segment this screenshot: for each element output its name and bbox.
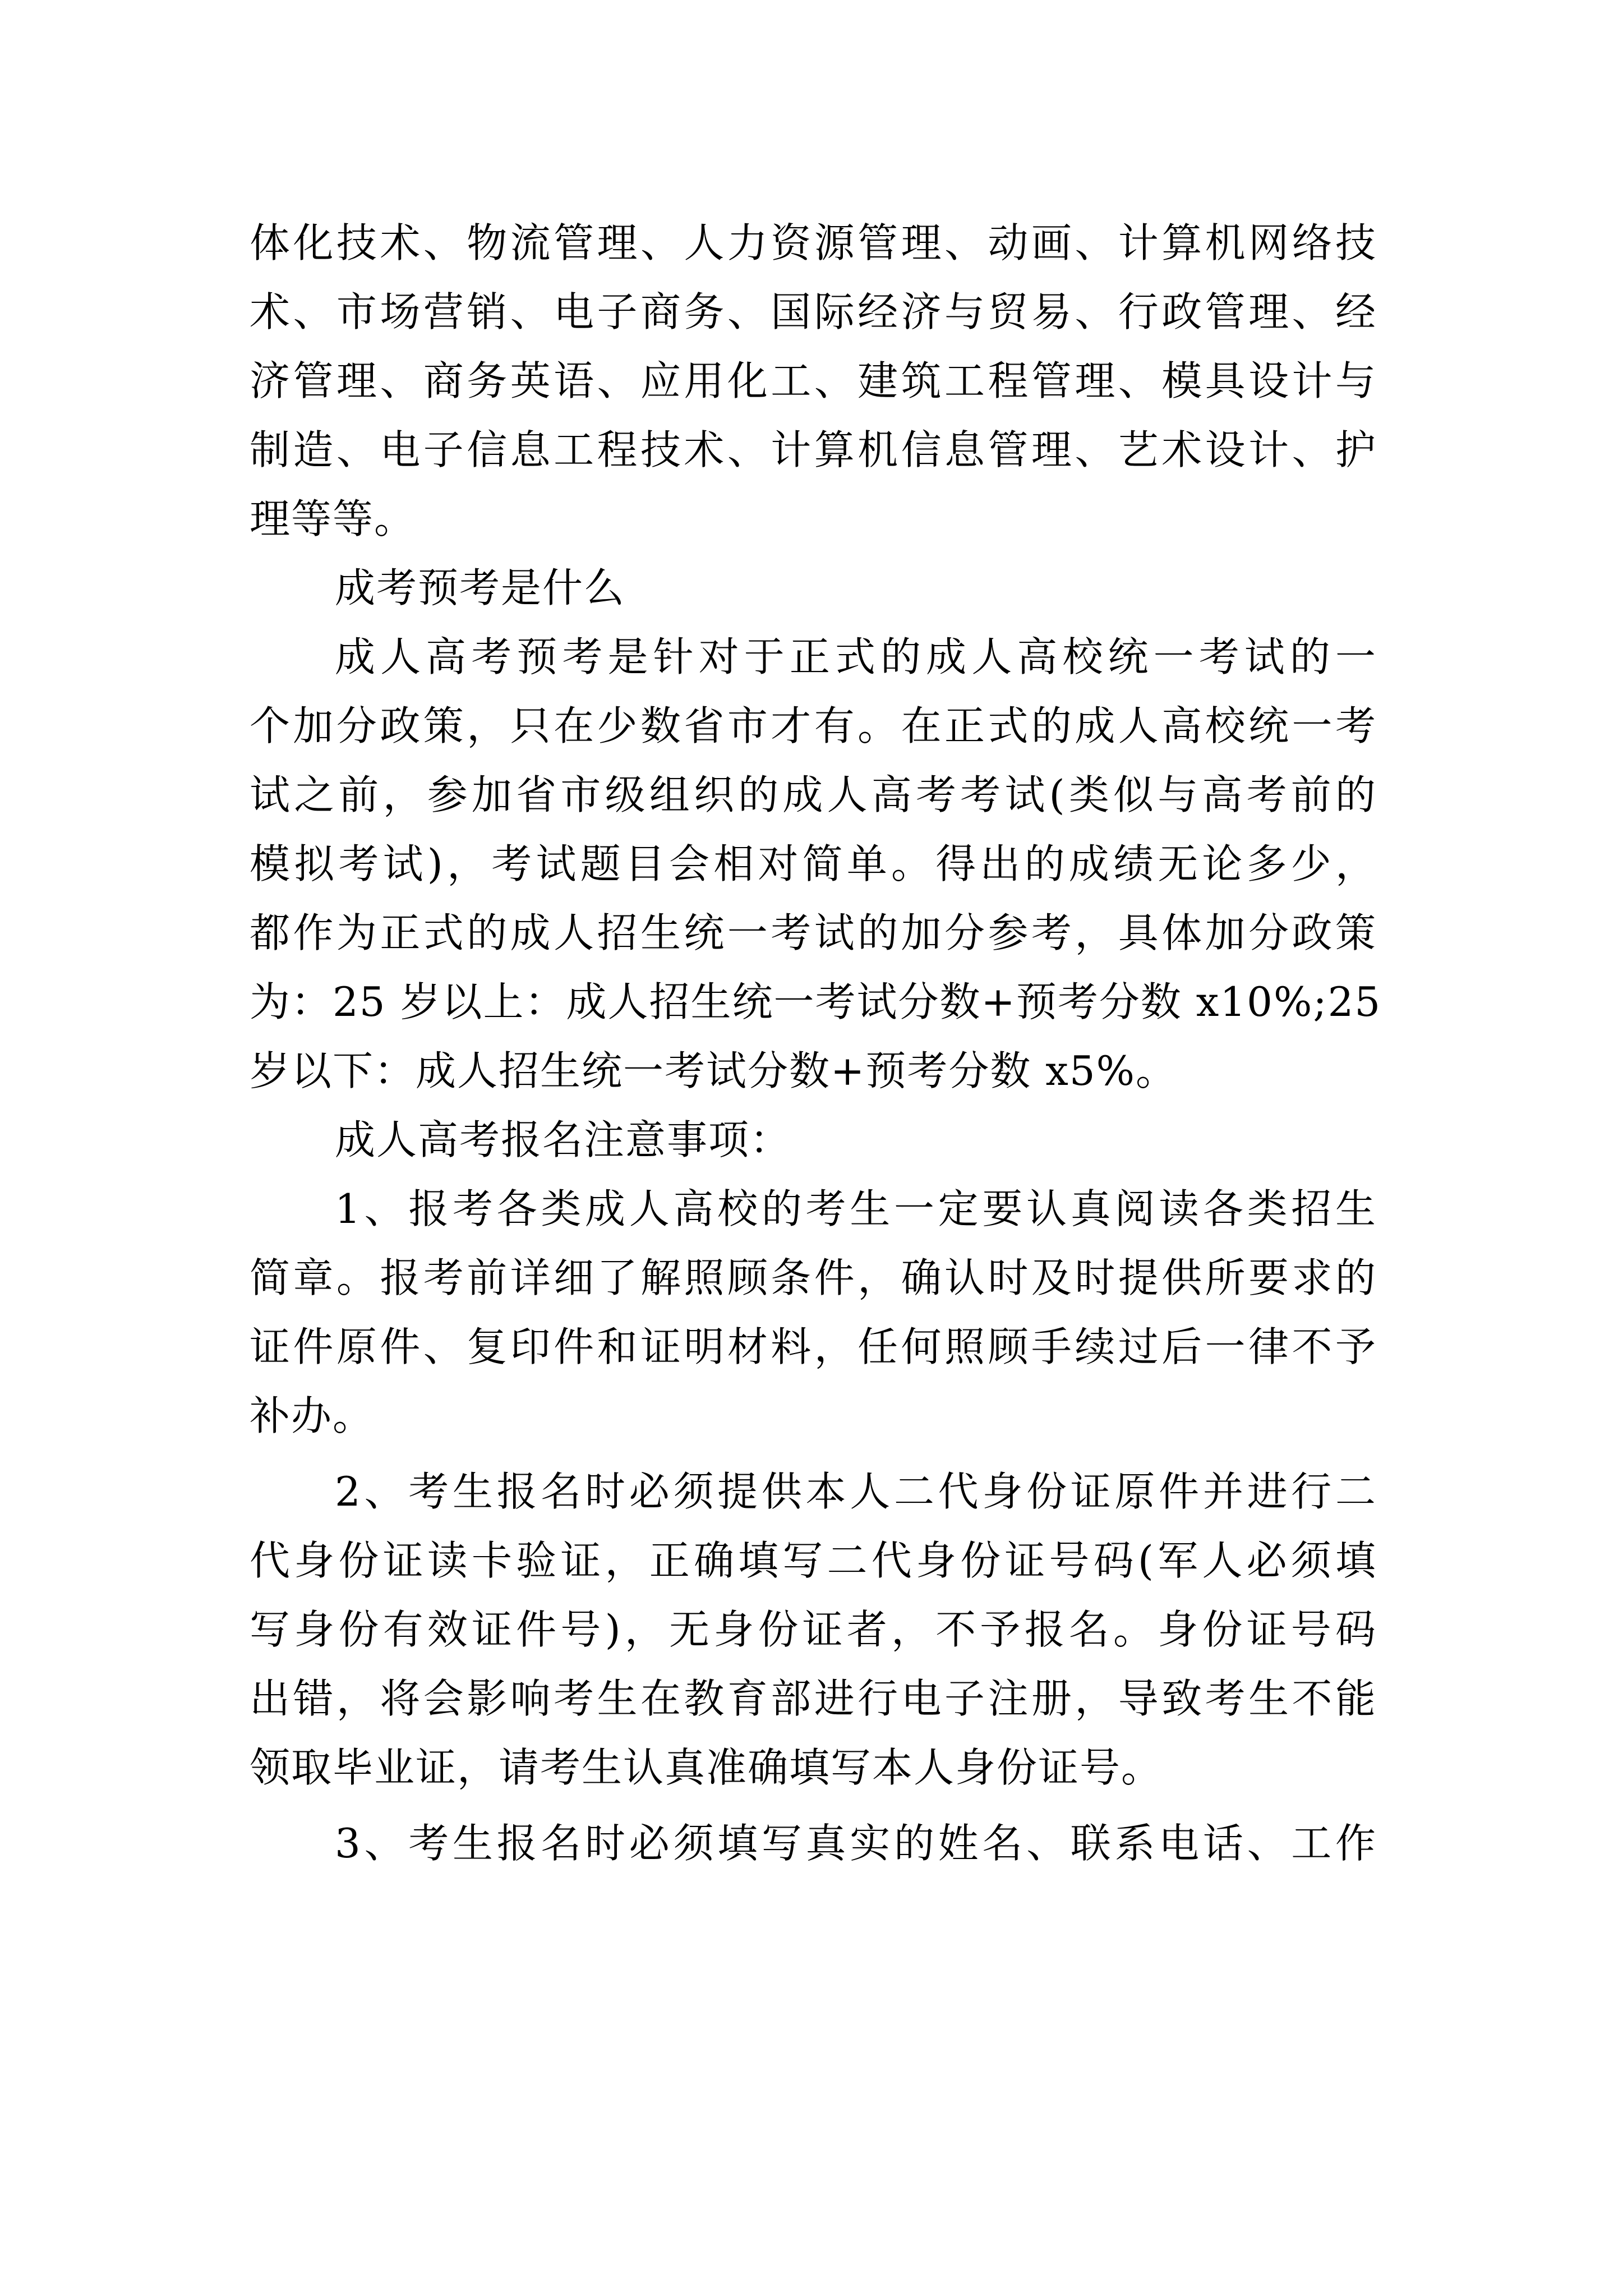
text-line: 理等等。 — [250, 495, 416, 542]
text-line: 试之前，参加省市级组织的成人高考考试(类似与高考前的 — [250, 771, 1377, 818]
text-line: 成考预考是什么 — [335, 564, 626, 611]
text-line: 出错，将会影响考生在教育部进行电子注册，导致考生不能 — [250, 1675, 1377, 1722]
text-line: 代身份证读卡验证，正确填写二代身份证号码(军人必须填 — [250, 1537, 1377, 1584]
text-line: 1、报考各类成人高校的考生一定要认真阅读各类招生 — [335, 1185, 1377, 1232]
text-line: 简章。报考前详细了解照顾条件，确认时及时提供所要求的 — [250, 1254, 1377, 1301]
text-line: 补办。 — [250, 1392, 375, 1439]
text-line: 制造、电子信息工程技术、计算机信息管理、艺术设计、护 — [250, 426, 1377, 473]
text-line: 模拟考试)，考试题目会相对简单。得出的成绩无论多少， — [250, 840, 1377, 887]
text-line: 3、考生报名时必须填写真实的姓名、联系电话、工作 — [335, 1820, 1377, 1867]
text-line: 证件原件、复印件和证明材料，任何照顾手续过后一律不予 — [250, 1323, 1377, 1370]
text-line: 个加分政策，只在少数省市才有。在正式的成人高校统一考 — [250, 702, 1377, 749]
text-line: 成人高考报名注意事项： — [335, 1116, 792, 1163]
text-line: 济管理、商务英语、应用化工、建筑工程管理、模具设计与 — [250, 357, 1377, 404]
text-line: 体化技术、物流管理、人力资源管理、动画、计算机网络技 — [250, 219, 1377, 266]
text-line: 为：25 岁以上：成人招生统一考试分数+预考分数 x10%;25 — [250, 978, 1382, 1025]
text-line: 岁以下：成人招生统一考试分数+预考分数 x5%。 — [250, 1047, 1178, 1094]
document-body — [250, 209, 1382, 1878]
text-line: 领取毕业证，请考生认真准确填写本人身份证号。 — [250, 1744, 1163, 1791]
text-line: 术、市场营销、电子商务、国际经济与贸易、行政管理、经 — [250, 288, 1377, 335]
text-line: 写身份有效证件号)，无身份证者，不予报名。身份证号码 — [250, 1606, 1377, 1653]
text-line: 都作为正式的成人招生统一考试的加分参考，具体加分政策 — [250, 909, 1377, 956]
text-line: 2、考生报名时必须提供本人二代身份证原件并进行二 — [335, 1468, 1377, 1515]
text-line: 成人高考预考是针对于正式的成人高校统一考试的一 — [335, 633, 1377, 680]
